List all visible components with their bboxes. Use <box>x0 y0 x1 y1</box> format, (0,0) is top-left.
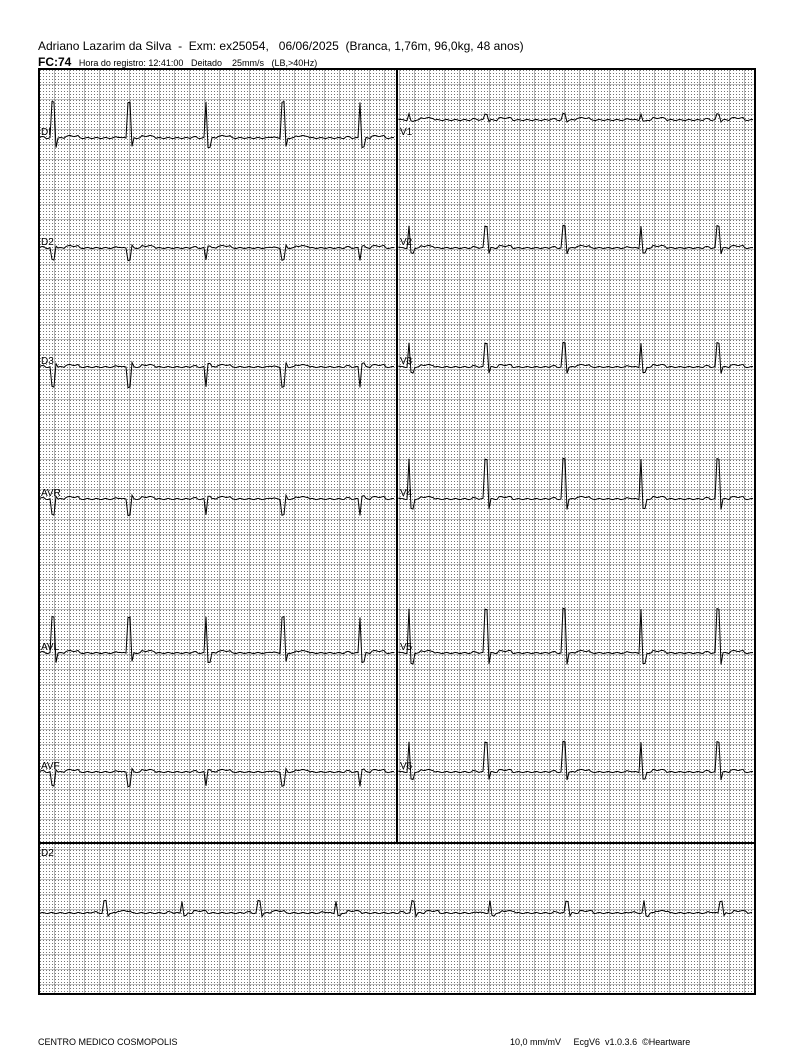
lead-label-v6: V6 <box>400 761 413 772</box>
lead-label-avl: AVL <box>41 642 60 653</box>
device-info <box>510 1037 690 1047</box>
patient-info: Adriano Lazarim da Silva - Exm: ex25054, 06/06/2025 (Branca, 1,76m, 96,0kg, 48 anos) <box>38 39 524 53</box>
lead-label-d3: D3 <box>41 356 54 367</box>
clinic-name: CENTRO MEDICO COSMOPOLIS <box>38 1037 178 1047</box>
lead-label-rhythm: D2 <box>41 848 54 859</box>
gain-setting: 10,0 mm/mV <box>510 1037 562 1047</box>
lead-label-di: DI <box>41 127 51 138</box>
lead-label-v2: V2 <box>400 237 413 248</box>
software-version: EcgV6 v1.0.3.6 ©Heartware <box>573 1037 691 1047</box>
lead-label-v1: V1 <box>400 127 413 138</box>
patient-position: Deitado <box>190 58 222 68</box>
heart-rate: FC:74 <box>38 55 72 69</box>
lead-label-v3: V3 <box>400 356 413 367</box>
lead-label-d2: D2 <box>41 237 54 248</box>
lead-label-avr: AVR <box>41 488 61 499</box>
paper-speed: 25mm/s <box>232 58 265 68</box>
record-time: Hora do registro: 12:41:00 <box>78 58 184 68</box>
filter-setting: (LB,>40Hz) <box>271 58 318 68</box>
ecg-grid <box>39 69 755 994</box>
lead-label-v5: V5 <box>400 642 413 653</box>
lead-label-v4: V4 <box>400 488 413 499</box>
lead-label-avf: AVF <box>41 761 60 772</box>
